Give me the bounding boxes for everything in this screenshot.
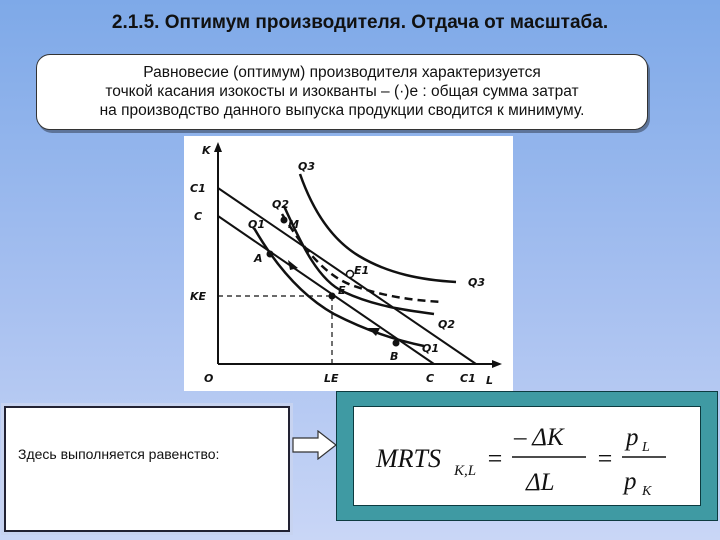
q2-label-top: Q2 <box>272 198 290 211</box>
x-tick-le: LE <box>324 372 339 385</box>
y-tick-c1: C1 <box>190 182 206 195</box>
formula-equals-2: = <box>596 444 614 473</box>
formula-frame <box>336 391 718 521</box>
q3-label-top: Q3 <box>298 160 316 173</box>
point-b <box>393 340 400 347</box>
isoquant-isocost-graph <box>184 136 513 391</box>
formula-denominator-pk: p <box>624 468 637 495</box>
arrow-a-to-e <box>288 260 298 270</box>
point-a-label: A <box>254 252 263 265</box>
x-axis-arrow <box>492 360 502 368</box>
isoquant-q2 <box>284 206 434 314</box>
y-tick-ke: KE <box>190 290 207 303</box>
point-a <box>267 251 274 258</box>
formula-denominator-dl: ΔL <box>526 469 555 496</box>
formula-mrts-subscript: K,L <box>454 463 477 479</box>
origin-label: O <box>204 372 214 385</box>
y-axis-arrow <box>214 142 222 152</box>
point-m-label: M <box>288 218 299 231</box>
point-e-label: E <box>338 284 346 297</box>
q3-label-right: Q3 <box>468 276 486 289</box>
y-axis-label: K <box>202 144 211 157</box>
point-e1 <box>347 271 354 278</box>
x-tick-c1: C1 <box>460 372 476 385</box>
q1-label-right: Q1 <box>422 342 440 355</box>
page-title: 2.1.5. Оптимум производителя. Отдача от масштаба. <box>111 12 609 33</box>
right-arrow-icon <box>292 430 338 460</box>
callout-line-2: точкой касания изокосты и изокванты – (·)е : общая сумма затрат <box>105 83 579 100</box>
formula-numerator-dk: – ΔK <box>514 424 564 451</box>
x-tick-c: C <box>426 372 435 385</box>
y-tick-c: C <box>194 210 203 223</box>
note-box <box>4 406 290 532</box>
formula-panel <box>353 406 701 506</box>
point-e1-label: E1 <box>354 264 370 277</box>
definition-callout <box>36 54 648 130</box>
note-text: Здесь выполняется равенство: <box>18 446 220 462</box>
formula-mrts: MRTS <box>376 444 441 473</box>
formula-equals-1: = <box>486 444 504 473</box>
callout-line-3: на производство данного выпуска продукции сводится к минимуму. <box>99 102 585 119</box>
point-e <box>329 293 336 300</box>
point-b-label: B <box>390 350 399 363</box>
x-axis-label: L <box>486 374 494 387</box>
formula-numerator-pl-subscript: L <box>642 440 650 455</box>
point-m <box>281 217 288 224</box>
q1-label-top: Q1 <box>248 218 266 231</box>
formula-numerator-pl: p <box>626 424 639 451</box>
callout-line-1: Равновесие (оптимум) производителя характеризуется <box>143 64 541 81</box>
q2-label-right: Q2 <box>438 318 456 331</box>
formula-denominator-pk-subscript: K <box>642 484 652 499</box>
